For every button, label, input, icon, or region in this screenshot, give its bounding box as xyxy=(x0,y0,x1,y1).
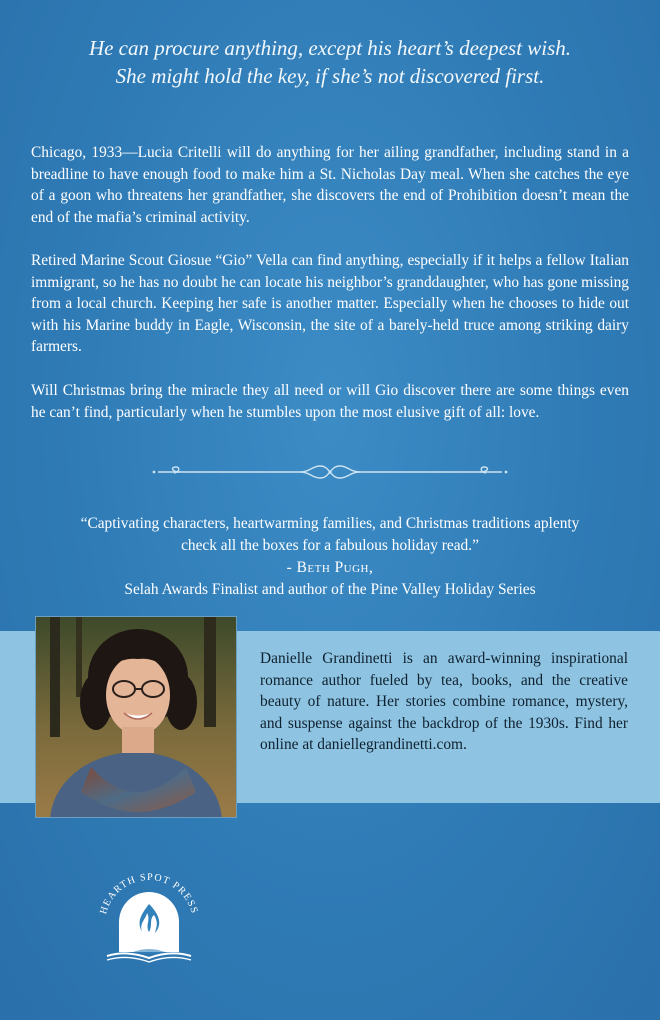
blurb-paragraph-1: Chicago, 1933—Lucia Critelli will do anything for her ailing grandfather, including stand in a breadline to have enough food to make him a St. Nicholas Day meal. When she catches the eye of a goon who threatens her grandfather, she discovers the end of Prohibition doesn’t mean the end of the mafia’s criminal activity. xyxy=(31,144,629,226)
endorsement-credentials: Selah Awards Finalist and author of the Pine Valley Holiday Series xyxy=(124,581,536,598)
publisher-logo xyxy=(93,866,205,966)
endorsement-quote-line-2: check all the boxes for a fabulous holiday read.” xyxy=(181,537,479,554)
publisher-name: HEARTH SPOT PRESS xyxy=(98,871,200,916)
publisher-initials: HSP xyxy=(140,942,158,948)
endorsement-author: - Beth Pugh, xyxy=(286,559,374,576)
author-photo xyxy=(35,616,237,818)
tagline xyxy=(0,34,660,90)
tagline-line-2: She might hold the key, if she’s not discovered first. xyxy=(115,64,545,88)
blurb-paragraph-2: Retired Marine Scout Giosue “Gio” Vella can find anything, especially if it helps a fellow Italian immigrant, so he has no doubt he can locate his neighbor’s granddaughter, who has gone missing from a local church. Keeping her safe is another matter. Especially when he chooses to hide out with his Marine buddy in Eagle, Wisconsin, the site of a barely-held truce among striking dairy farmers. xyxy=(31,252,629,355)
tagline-line-1: He can procure anything, except his heart’s deepest wish. xyxy=(88,36,572,60)
author-bio: Danielle Grandinetti is an award-winning inspirational romance author fueled by tea, books, and the creative beauty of nature. Her stories combine romance, mystery, and suspense against the backdrop of the 1930s. Find her online at daniellegrandinetti.com. xyxy=(260,650,628,754)
endorsement-quote-line-1: “Captivating characters, heartwarming families, and Christmas traditions aplenty xyxy=(80,515,580,532)
blurb-paragraph-3: Will Christmas bring the miracle they all need or will Gio discover there are some things even he can’t find, particularly when he stumbles upon the most elusive gift of all: love. xyxy=(31,382,629,421)
ornamental-divider xyxy=(150,464,510,480)
